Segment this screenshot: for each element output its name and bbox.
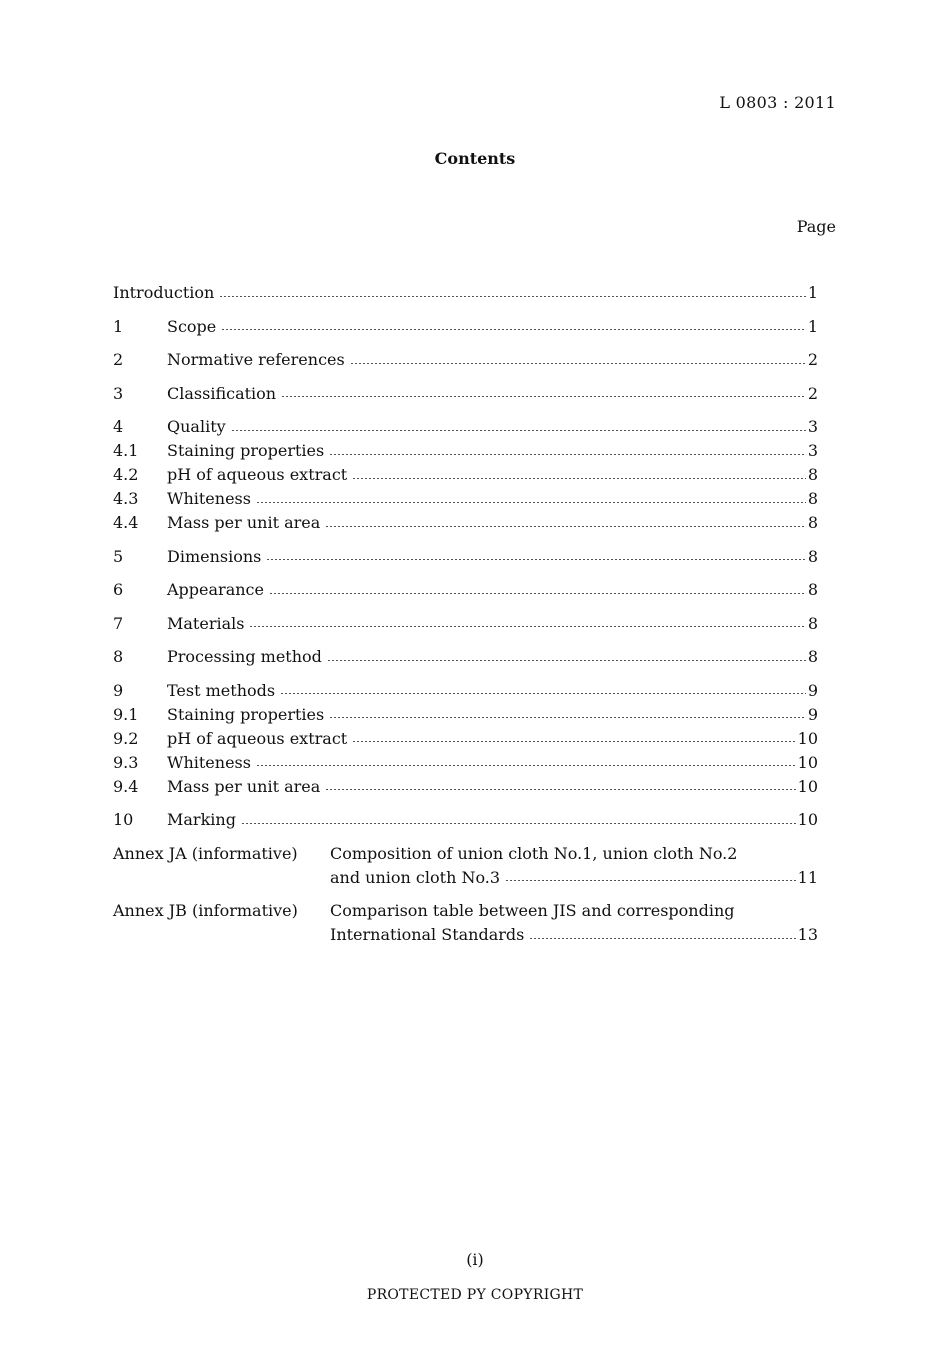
- toc-entry-number: 4.4: [113, 513, 139, 532]
- toc-entry-page: 8: [807, 647, 818, 666]
- dot-leader: [505, 880, 796, 881]
- toc-entry-number: 6: [113, 580, 124, 599]
- toc-entry-7[interactable]: [113, 612, 818, 636]
- toc-entry-number: 9.2: [113, 728, 139, 748]
- toc-entry-number: 9: [113, 680, 124, 700]
- toc-entry-9-3[interactable]: [113, 751, 818, 775]
- annex-title-last-line: [330, 866, 818, 890]
- dot-leader: [329, 717, 806, 718]
- toc-entry-number: 4.3: [113, 489, 139, 508]
- toc-entry-number: 2: [113, 350, 124, 369]
- toc-entry-number: 5: [113, 546, 124, 566]
- annex-title-last-line: [330, 923, 818, 947]
- toc-entry-label: Marking: [167, 810, 236, 829]
- toc-entry-9[interactable]: [113, 679, 818, 703]
- toc-entry-number: 3: [113, 383, 124, 403]
- toc-entry-label: Materials: [167, 613, 245, 633]
- table-of-contents: [113, 281, 818, 947]
- toc-entry-page: 1: [807, 283, 818, 302]
- toc-entry-annex-ja[interactable]: [113, 842, 818, 890]
- toc-entry-label: Quality: [167, 417, 226, 436]
- toc-entry-4[interactable]: [113, 415, 818, 439]
- toc-entry-page: 11: [797, 867, 818, 887]
- toc-entry-number: 9.1: [113, 704, 139, 724]
- toc-entry-page: 1: [807, 316, 818, 336]
- toc-entry-9-1[interactable]: [113, 703, 818, 727]
- toc-entry-page: 2: [807, 383, 818, 403]
- dot-leader: [325, 526, 806, 527]
- toc-entry-label: Introduction: [113, 283, 215, 302]
- toc-entry-page: 8: [807, 513, 818, 532]
- toc-entry-page: 10: [797, 728, 818, 748]
- dot-leader: [281, 396, 806, 397]
- page-title: Contents: [434, 149, 516, 168]
- dot-leader: [231, 430, 806, 431]
- toc-entry-page: 8: [807, 489, 818, 508]
- toc-entry-4-4[interactable]: [113, 511, 818, 535]
- annex-title-line: International Standards: [330, 925, 525, 944]
- toc-entry-page: 9: [807, 704, 818, 724]
- dot-leader: [327, 660, 806, 661]
- dot-leader: [352, 478, 806, 479]
- toc-entry-10[interactable]: [113, 808, 818, 832]
- toc-entry-page: 2: [807, 350, 818, 369]
- dot-leader: [269, 593, 806, 594]
- dot-leader: [352, 741, 795, 742]
- annex-title-line: and union cloth No.3: [330, 867, 501, 887]
- toc-entry-label: Whiteness: [167, 489, 251, 508]
- toc-entry-number: 10: [113, 810, 134, 829]
- toc-entry-1[interactable]: [113, 315, 818, 339]
- toc-entry-label: pH of aqueous extract: [167, 728, 348, 748]
- annex-title: [330, 842, 818, 890]
- toc-entry-introduction[interactable]: [113, 281, 818, 305]
- dot-leader: [219, 296, 805, 297]
- dot-leader: [329, 454, 806, 455]
- toc-entry-9-2[interactable]: [113, 727, 818, 751]
- toc-entry-label: Staining properties: [167, 704, 325, 724]
- toc-entry-page: 10: [797, 810, 818, 829]
- toc-entry-number: 1: [113, 316, 124, 336]
- toc-entry-page: 8: [807, 613, 818, 633]
- toc-entry-label: Mass per unit area: [167, 776, 321, 796]
- toc-entry-label: Scope: [167, 316, 217, 336]
- toc-entry-label: pH of aqueous extract: [167, 465, 348, 484]
- toc-entry-label: Normative references: [167, 350, 345, 369]
- toc-entry-label: Classification: [167, 383, 277, 403]
- dot-leader: [266, 559, 805, 560]
- toc-entry-4-3[interactable]: [113, 487, 818, 511]
- dot-leader: [529, 938, 795, 939]
- dot-leader: [241, 823, 796, 824]
- toc-entry-number: 4: [113, 417, 124, 436]
- toc-entry-3[interactable]: [113, 382, 818, 406]
- document-id: L 0803 : 2011: [719, 93, 836, 112]
- annex-title: [330, 899, 818, 947]
- page-column-label: Page: [796, 217, 836, 236]
- toc-entry-label: Mass per unit area: [167, 513, 321, 532]
- toc-entry-number: 7: [113, 613, 124, 633]
- dot-leader: [221, 329, 806, 330]
- toc-entry-page: 9: [807, 680, 818, 700]
- toc-entry-2[interactable]: [113, 348, 818, 372]
- toc-entry-page: 8: [807, 580, 818, 599]
- dot-leader: [325, 789, 795, 790]
- toc-entry-page: 3: [807, 417, 818, 436]
- dot-leader: [256, 502, 806, 503]
- toc-entry-page: 8: [807, 465, 818, 484]
- toc-entry-8[interactable]: [113, 645, 818, 669]
- toc-entry-page: 10: [797, 752, 818, 772]
- toc-entry-number: 4.1: [113, 441, 139, 460]
- annex-title-line: Composition of union cloth No.1, union cloth No.2: [330, 843, 738, 863]
- toc-entry-page: 8: [807, 546, 818, 566]
- toc-entry-annex-jb[interactable]: [113, 899, 818, 947]
- toc-entry-6[interactable]: [113, 578, 818, 602]
- toc-entry-label: Appearance: [167, 580, 264, 599]
- toc-entry-page: 10: [797, 776, 818, 796]
- toc-entry-label: Test methods: [167, 680, 276, 700]
- toc-entry-label: Dimensions: [167, 546, 262, 566]
- toc-entry-9-4[interactable]: [113, 775, 818, 799]
- toc-entry-number: 9.3: [113, 752, 139, 772]
- annex-title-line: Comparison table between JIS and corresponding: [330, 901, 735, 920]
- toc-entry-label: Whiteness: [167, 752, 251, 772]
- toc-entry-label: Processing method: [167, 647, 322, 666]
- toc-entry-4-1[interactable]: [113, 439, 818, 463]
- toc-entry-number: 8: [113, 647, 124, 666]
- dot-leader: [249, 626, 805, 627]
- toc-entry-number: 4.2: [113, 465, 139, 484]
- toc-entry-4-2[interactable]: [113, 463, 818, 487]
- copyright-notice: PROTECTED PY COPYRIGHT: [366, 1287, 584, 1303]
- toc-entry-number: 9.4: [113, 776, 139, 796]
- toc-entry-5[interactable]: [113, 545, 818, 569]
- dot-leader: [350, 363, 806, 364]
- toc-entry-label: Staining properties: [167, 441, 325, 460]
- annex-label: Annex JB (informative): [113, 901, 298, 920]
- toc-entry-page: 13: [797, 925, 818, 944]
- annex-label: Annex JA (informative): [113, 843, 298, 863]
- toc-entry-page: 3: [807, 441, 818, 460]
- page-folio: (i): [466, 1250, 484, 1269]
- dot-leader: [256, 765, 796, 766]
- dot-leader: [280, 693, 806, 694]
